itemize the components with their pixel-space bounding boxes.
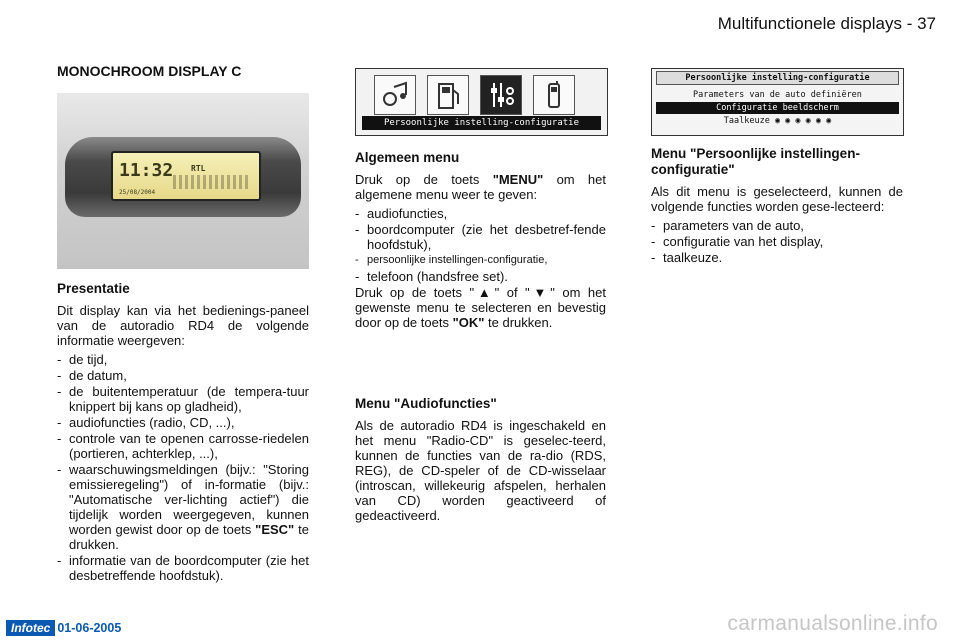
arrow-down-icon: ▼ (529, 285, 551, 300)
ok-key: "OK" (452, 315, 485, 330)
column-personal-settings (651, 68, 903, 266)
list-item: - de datum, (57, 368, 309, 383)
p2-text-mid: " of " (494, 285, 530, 300)
list-item: - informatie van de boordcomputer (zie het desbetreffende hoofdstuk). (57, 553, 309, 583)
settings-menu-screen (651, 68, 904, 136)
p2-text-after: " om het gewenste menu te selecteren en bevestig door op de toets (355, 285, 606, 330)
settings-menu-heading: Menu "Persoonlijke instellingen-configuratie" (651, 146, 860, 177)
dashboard-panel (65, 137, 301, 217)
list-item: - persoonlijke instellingen-configuratie, (355, 253, 606, 268)
column-presentation (57, 64, 309, 584)
settings-menu-intro: Als dit menu is geselecteerd, kunnen de volgende functies worden gese-lecteerd: (651, 184, 903, 214)
p1-text-end: om het algemene menu weer te geven: (355, 172, 606, 202)
list-item: - boordcomputer (zie het desbetref-fende hoofdstuk), (355, 222, 606, 252)
general-menu-screen (355, 68, 608, 136)
lcd-info-bars (173, 175, 251, 189)
list-item: - audiofuncties (radio, CD, ...), (57, 415, 309, 430)
list-item: - parameters van de auto, (651, 218, 903, 233)
footer-date: 01-06-2005 (57, 621, 122, 635)
phone-icon (533, 75, 575, 115)
trip-computer-icon (427, 75, 469, 115)
column-general-menu (355, 68, 606, 527)
arrow-up-icon: ▲ (474, 285, 495, 300)
menu-selection-banner: Persoonlijke instelling-configuratie (362, 116, 601, 130)
language-label: Taalkeuze (723, 116, 770, 126)
navigation-text (355, 285, 606, 330)
watermark: carmanualsonline.info (727, 612, 938, 635)
general-menu-list (355, 206, 606, 284)
p1-text: Druk op de toets (355, 172, 493, 187)
dashboard-display-photo (57, 93, 309, 269)
lcd-date: 25/08/2004 (119, 189, 156, 196)
lcd-clock: 11:32 (119, 160, 174, 181)
list-item: - taalkeuze. (651, 250, 903, 265)
menu-icons (374, 75, 575, 115)
menu-key: "MENU" (492, 172, 544, 187)
list-item: - controle van te openen carrosse-riedelen (portieren, achterklep, ...), (57, 431, 309, 461)
list-item: - configuratie van het display, (651, 234, 903, 249)
settings-screen-row: Parameters van de auto definiëren (693, 90, 862, 100)
settings-menu-list (651, 218, 903, 265)
list-item: - de buitentemperatuur (de tempera-tuur knippert bij kans op gladheid), (57, 384, 309, 414)
audio-menu-text: Als de autoradio RD4 is ingeschakeld en het menu "Radio-CD" is geselec-teerd, kunnen de functies van de ra-dio (RDS, REG), de CD-speler of de CD-wisselaar (introscan, willekeurig afspelen, herhalen van CD) worden geactiveerd of gedeactiveerd. (355, 418, 606, 523)
presentation-intro: Dit display kan via het bedienings-paneel van de autoradio RD4 de volgende informatie weergeven: (57, 303, 309, 348)
list-item: - audiofuncties, (355, 206, 606, 221)
page-header: Multifunctionele displays - 37 (717, 14, 936, 33)
list-item: - telefoon (handsfree set). (355, 269, 606, 284)
lcd-station: RTL (191, 164, 206, 173)
section-title: MONOCHROOM DISPLAY C (57, 63, 242, 79)
warn-text: waarschuwingsmeldingen (bijv.: "Storing emissieregeling") of in-formatie (bijv.: "Automatische ver-lichting actief") die tijdelijk worden weergegeven, kunnen worden gewist door op de toets (69, 462, 309, 537)
lcd-screen (111, 151, 261, 201)
p2-text: Druk op de toets " (355, 285, 475, 300)
infotec-logo: Infotec (6, 620, 55, 636)
esc-key: "ESC" (255, 522, 295, 537)
settings-screen-header: Persoonlijke instelling-configuratie (656, 71, 899, 85)
audio-menu-heading: Menu "Audiofuncties" (355, 396, 497, 411)
audio-icon (374, 75, 416, 115)
presentation-list (57, 352, 309, 583)
settings-screen-row (652, 115, 903, 127)
settings-icon (480, 75, 522, 115)
list-item: - de tijd, (57, 352, 309, 367)
general-menu-heading: Algemeen menu (355, 150, 460, 165)
list-item-warnings (57, 462, 309, 552)
footer-branding (6, 620, 121, 636)
presentation-heading: Presentatie (57, 281, 130, 296)
language-flags-icon: ◉ ◉ ◉ ◉ ◉ ◉ (774, 116, 832, 126)
warn-text-end: te drukken. (69, 522, 309, 552)
p2-text-end: te drukken. (484, 315, 553, 330)
general-menu-text (355, 172, 606, 202)
settings-screen-row-selected: Configuratie beeldscherm (656, 102, 899, 114)
